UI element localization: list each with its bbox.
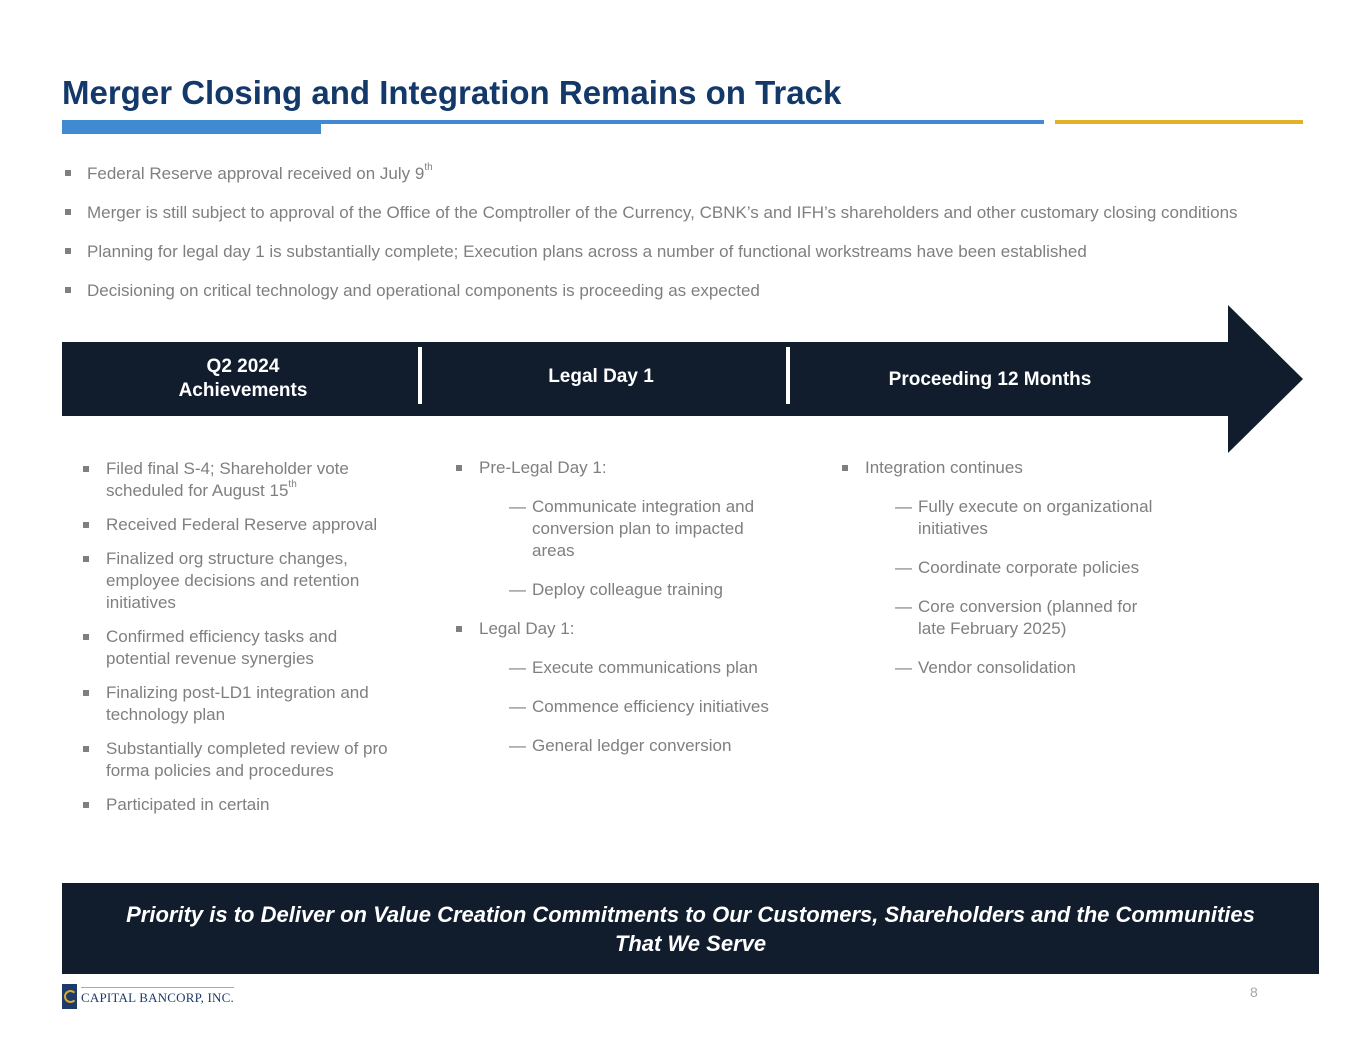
list-item: Received Federal Reserve approval bbox=[82, 514, 392, 536]
sub-list-item: — Vendor consolidation bbox=[895, 658, 1076, 677]
sub-list-item: — Execute communications plan bbox=[509, 658, 758, 677]
phase-proceeding-12-months: Proceeding 12 Months bbox=[888, 369, 1092, 390]
list-item: Confirmed efficiency tasks and potential revenue synergies bbox=[82, 626, 392, 670]
logo-mark-icon bbox=[62, 984, 77, 1009]
bullet-square-icon bbox=[456, 626, 462, 632]
sub-list-item: — Commence efficiency initiatives bbox=[509, 697, 769, 716]
summary-bullet: Merger is still subject to approval of the Office of the Comptroller of the Currency, CBNK’s and IFH’s shareholders and other customary closing conditions bbox=[64, 202, 1238, 224]
summary-bullet: Planning for legal day 1 is substantially complete; Execution plans across a number of functional workstreams have been established bbox=[64, 241, 1238, 263]
dash-icon: — bbox=[509, 658, 526, 677]
bullet-square-icon bbox=[65, 209, 71, 215]
bullet-square-icon bbox=[842, 465, 848, 471]
title-rule-accent bbox=[62, 121, 321, 134]
sub-list-item: — Core conversion (planned for late February 2025) bbox=[895, 597, 1138, 638]
bullet-square-icon bbox=[456, 465, 462, 471]
list-item: Participated in certain bbox=[82, 794, 392, 816]
sub-list-item: — Deploy colleague training bbox=[509, 580, 723, 599]
bullet-square-icon bbox=[83, 466, 89, 472]
bullet-square-icon bbox=[83, 746, 89, 752]
sub-list-item: — Coordinate corporate policies bbox=[895, 558, 1140, 577]
logo-text: CAPITAL BANCORP, INC. bbox=[81, 987, 234, 1006]
bullet-square-icon bbox=[65, 287, 71, 293]
dash-icon: — bbox=[895, 658, 912, 677]
sub-list-item: — Fully execute on organizational initiatives bbox=[895, 497, 1153, 538]
bullet-square-icon bbox=[65, 248, 71, 254]
priority-statement: Priority is to Deliver on Value Creation Commitments to Our Customers, Shareholders and the Communities That We Serve bbox=[126, 901, 1255, 956]
list-item: Pre-Legal Day 1: bbox=[455, 457, 800, 479]
list-item: Finalized org structure changes, employee decisions and retention initiatives bbox=[82, 548, 392, 614]
summary-bullet: Federal Reserve approval received on July 9th bbox=[64, 163, 1238, 185]
dash-icon: — bbox=[509, 736, 526, 755]
sub-list-item: — General ledger conversion bbox=[509, 736, 732, 755]
q2-achievements-list bbox=[82, 458, 392, 816]
list-item: Integration continues bbox=[841, 457, 1181, 479]
dash-icon: — bbox=[895, 597, 912, 616]
dash-icon: — bbox=[509, 580, 526, 599]
summary-bullet: Decisioning on critical technology and operational components is proceeding as expected bbox=[64, 280, 1238, 302]
page-title: Merger Closing and Integration Remains on Track bbox=[62, 74, 842, 111]
proceeding-12-months-list bbox=[841, 457, 1181, 679]
legal-day-1-list bbox=[455, 457, 800, 757]
title-rule-gold bbox=[1055, 120, 1303, 124]
bullet-square-icon bbox=[65, 170, 71, 176]
bullet-square-icon bbox=[83, 802, 89, 808]
timeline-divider bbox=[786, 347, 790, 404]
timeline-arrow-icon bbox=[1228, 305, 1303, 453]
bullet-square-icon bbox=[83, 690, 89, 696]
sub-list-item: — Communicate integration and conversion plan to impacted areas bbox=[509, 497, 755, 560]
priority-statement-box bbox=[62, 883, 1319, 974]
phase-legal-day-1: Legal Day 1 bbox=[548, 366, 654, 387]
dash-icon: — bbox=[895, 558, 912, 577]
bullet-square-icon bbox=[83, 556, 89, 562]
page-number: 8 bbox=[1250, 984, 1258, 1000]
summary-bullet-list bbox=[64, 163, 1238, 319]
phase-q2-2024: Q2 2024 Achievements bbox=[178, 356, 308, 401]
bullet-square-icon bbox=[83, 522, 89, 528]
dash-icon: — bbox=[509, 697, 526, 716]
list-item: Legal Day 1: bbox=[455, 618, 800, 640]
list-item: Substantially completed review of pro forma policies and procedures bbox=[82, 738, 392, 782]
company-logo bbox=[62, 983, 234, 1009]
list-item: Filed final S-4; Shareholder vote scheduled for August 15th bbox=[82, 458, 392, 502]
bullet-square-icon bbox=[83, 634, 89, 640]
dash-icon: — bbox=[895, 497, 912, 516]
list-item: Finalizing post-LD1 integration and technology plan bbox=[82, 682, 392, 726]
dash-icon: — bbox=[509, 497, 526, 516]
